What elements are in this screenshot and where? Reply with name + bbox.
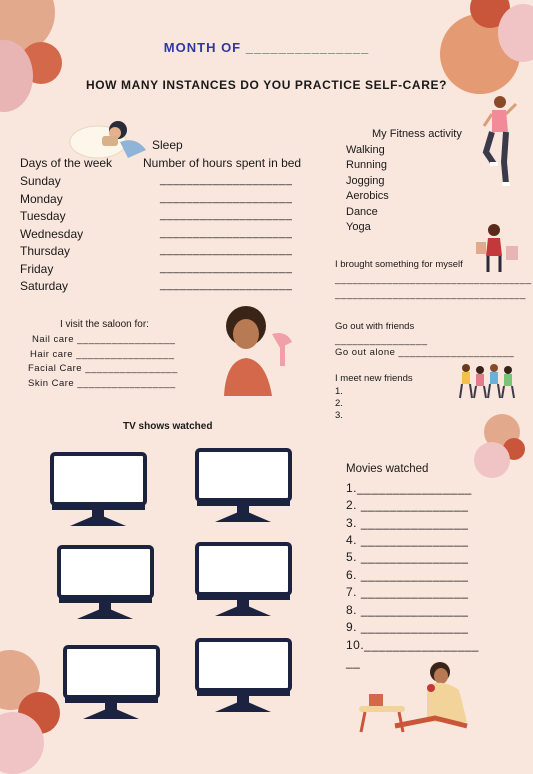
day-label: Wednesday [20,227,84,241]
days-column-header: Days of the week [20,156,113,170]
bought-line[interactable]: _________________________________ [335,289,526,300]
day-label: Friday [20,262,54,276]
go-out-friends-line[interactable]: ________________ [335,335,428,346]
movie-entry[interactable]: 4. _______________ [346,533,469,547]
page-title: HOW MANY INSTANCES DO YOU PRACTICE SELF-CARE? [85,78,447,92]
saloon-item[interactable]: Nail care _________________ [32,334,176,345]
sleep-title: Sleep [152,138,183,152]
saloon-item[interactable]: Skin Care _________________ [28,378,176,389]
movie-entry[interactable]: 5. _______________ [346,550,469,564]
tv-monitor-icon [63,645,160,721]
fitness-item: Running [346,159,387,171]
friend-number: 2. [335,398,343,409]
saloon-title: I visit the saloon for: [60,319,149,330]
meet-new-friends-label: I meet new friends [335,373,413,384]
tv-monitor-icon [195,638,292,714]
movie-entry-continued: __ [346,655,361,669]
movie-entry[interactable]: 9. _______________ [346,620,469,634]
tv-shows-title: TV shows watched [123,421,213,432]
movie-entry[interactable]: 7. _______________ [346,585,469,599]
bought-line[interactable]: __________________________________ [335,274,532,285]
movie-entry[interactable]: 10.________________ [346,638,479,652]
saloon-item[interactable]: Facial Care ________________ [28,363,178,374]
hours-field[interactable]: ____________________ [160,209,293,221]
tv-monitor-icon [50,452,147,528]
hours-column-header: Number of hours spent in bed [143,156,302,170]
day-label: Thursday [20,244,71,258]
shopping-woman-illustration [472,222,520,274]
day-label: Monday [20,192,63,206]
hours-field[interactable]: ____________________ [160,227,293,239]
saloon-item[interactable]: Hair care _________________ [30,349,175,360]
hours-field[interactable]: ____________________ [160,174,293,186]
hours-field[interactable]: ____________________ [160,192,293,204]
friend-number: 1. [335,386,343,397]
day-label: Saturday [20,279,69,293]
fitness-title: My Fitness activity [372,128,462,140]
hair-dryer-woman-illustration [216,304,300,396]
day-label: Sunday [20,174,61,188]
hours-field[interactable]: ____________________ [160,244,293,256]
runner-illustration [478,92,520,192]
go-out-friends-label: Go out with friends [335,321,415,332]
relaxing-woman-illustration [355,656,480,736]
tv-monitor-icon [195,542,292,618]
movie-entry[interactable]: 6. _______________ [346,568,469,582]
friend-number: 3. [335,410,343,421]
hours-field[interactable]: ____________________ [160,279,293,291]
movie-entry[interactable]: 2. _______________ [346,498,469,512]
go-out-alone-field[interactable]: Go out alone ____________________ [335,347,515,358]
tv-monitor-icon [195,448,292,524]
fitness-item: Dance [346,206,378,218]
fitness-item: Jogging [346,175,385,187]
movies-title: Movies watched [346,463,429,475]
bought-label: I brought something for myself [335,259,463,270]
decor-circle [474,442,510,478]
movie-entry[interactable]: 8. _______________ [346,603,469,617]
day-label: Tuesday [20,209,66,223]
friends-group-illustration [458,360,520,400]
tv-monitor-icon [57,545,154,621]
movie-entry[interactable]: 3. _______________ [346,516,469,530]
fitness-item: Aerobics [346,190,389,202]
month-heading: MONTH OF _______________ [163,40,370,55]
hours-field[interactable]: ____________________ [160,262,293,274]
fitness-item: Walking [346,144,385,156]
fitness-item: Yoga [346,221,371,233]
movie-entry[interactable]: 1.________________ [346,481,472,495]
